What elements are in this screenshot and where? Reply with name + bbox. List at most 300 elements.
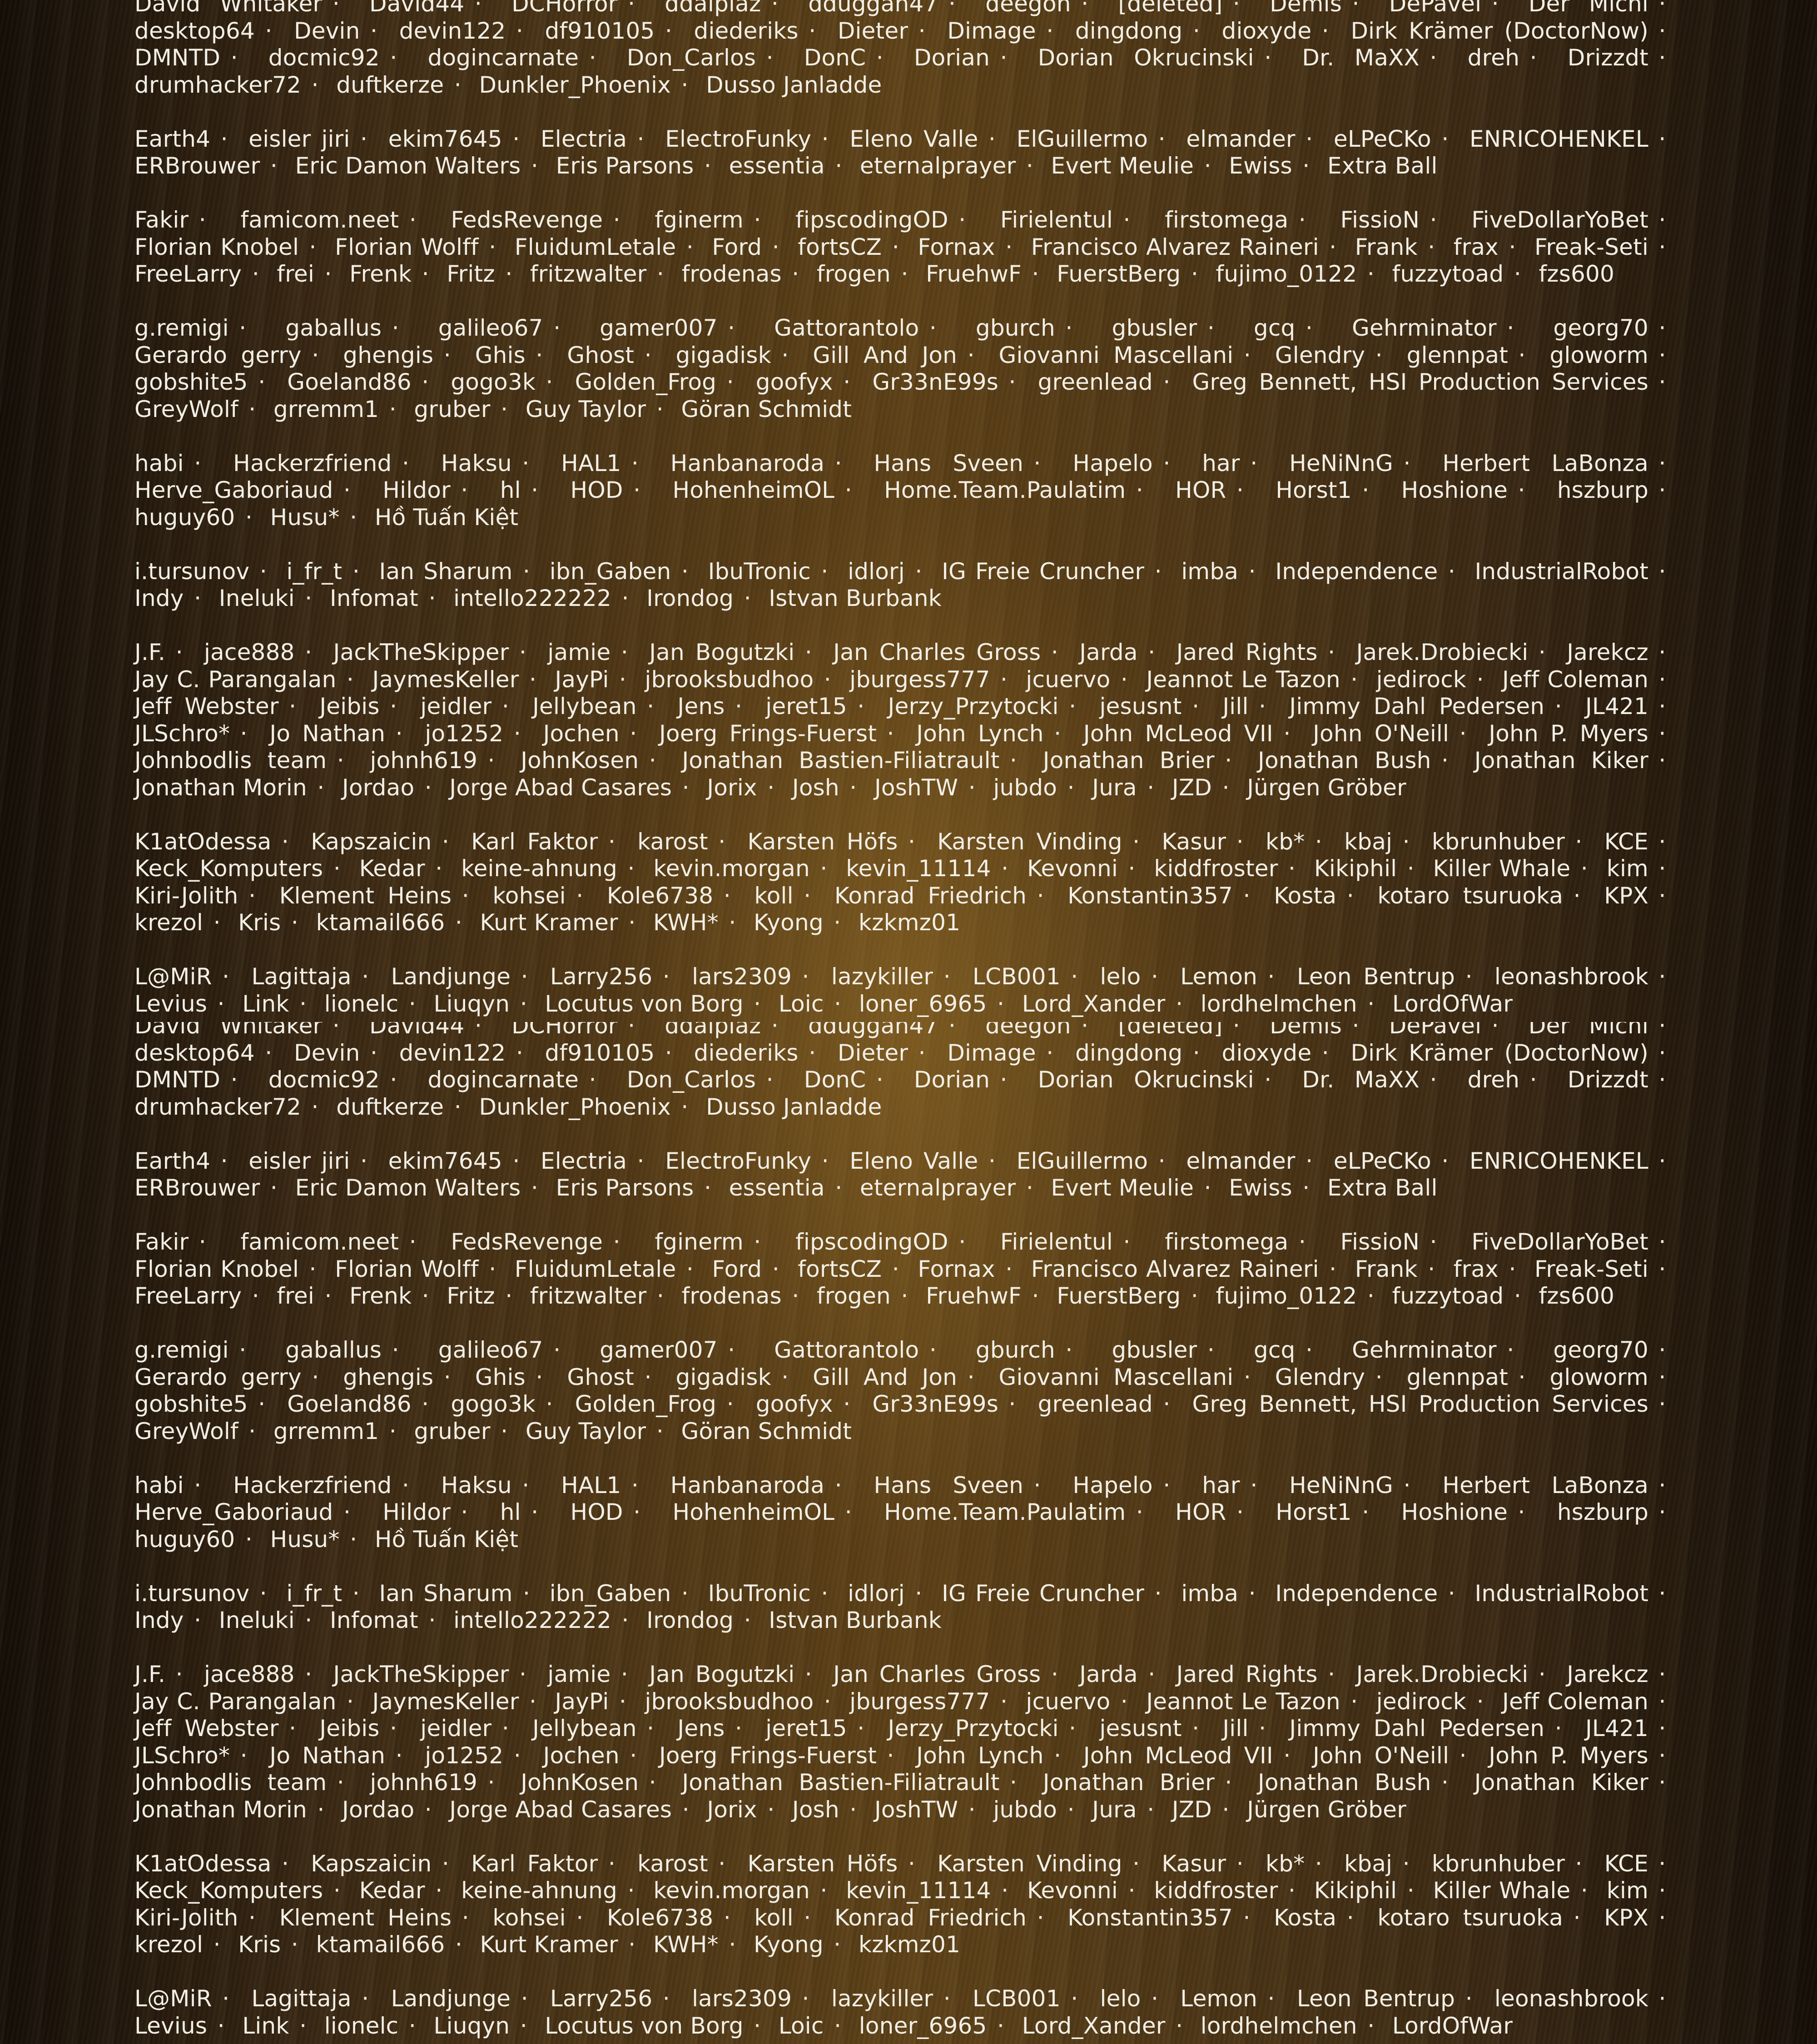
name-separator: · (212, 1985, 240, 2012)
name-separator: · (414, 774, 442, 801)
name-separator: · (506, 1040, 533, 1066)
name-separator: · (1570, 855, 1598, 882)
contributor-name: Locutus von Borg · (545, 2013, 771, 2039)
contributor-name: gbusler · (1112, 315, 1225, 341)
contributor-name: J.F. · (134, 639, 193, 665)
name-separator: · (1137, 1796, 1165, 1823)
name-separator: · (301, 72, 329, 98)
name-separator: · (495, 1283, 523, 1309)
contributor-name: David44 · (369, 0, 492, 17)
name-separator: · (882, 234, 909, 260)
name-separator: · (833, 369, 861, 395)
contributor-name: Eris Parsons · (556, 1175, 722, 1201)
name-separator: · (1023, 1472, 1051, 1498)
name-separator: · (511, 1985, 538, 2012)
name-separator: · (392, 1472, 419, 1498)
contributor-name: Keck_Komputers · (134, 855, 351, 882)
contributor-name: Gr33nE99s · (872, 1391, 1026, 1417)
contributor-name: DMNTD · (134, 1067, 248, 1093)
name-separator: · (230, 1742, 258, 1769)
contributor-name: JohnKosen · (521, 1769, 666, 1796)
contributor-name: Hackerzfriend · (233, 1472, 419, 1498)
contributor-name: jburgess777 · (849, 666, 1018, 693)
contributor-name: IbuTronic · (708, 558, 839, 585)
contributor-name: Jarek.Drobiecki · (1356, 1661, 1556, 1687)
contributor-name: jo1252 · (425, 1742, 531, 1769)
name-separator: · (229, 315, 257, 341)
contributor-name: Istvan Burbank (769, 1607, 942, 1633)
name-separator: · (1022, 1283, 1049, 1309)
name-separator: · (957, 342, 985, 368)
name-separator: · (811, 1580, 839, 1607)
contributor-name: Jill · (1222, 1715, 1276, 1741)
contributor-name: ERBrouwer · (134, 153, 288, 179)
contributor-name: huguy60 · (134, 1526, 263, 1553)
name-separator: · (503, 1742, 531, 1769)
contributor-name: ekim7645 · (388, 1148, 530, 1174)
name-separator: · (799, 1040, 826, 1066)
contributor-name: Drizzdt · (1568, 45, 1676, 71)
name-separator: · (1273, 720, 1301, 747)
name-separator: · (165, 1661, 193, 1687)
name-separator: · (652, 963, 680, 990)
contributor-name: Gerardo gerry · (134, 1364, 329, 1390)
name-separator: · (543, 315, 571, 341)
contributor-name: Konrad Friedrich · (834, 1905, 1054, 1931)
contributor-name: Leon Bentrup · (1297, 1985, 1483, 2012)
name-separator: · (611, 1607, 639, 1633)
contributor-name: Konstantin357 · (1067, 1905, 1261, 1931)
name-separator: · (762, 234, 789, 260)
contributor-name: Liuqyn · (434, 991, 538, 1017)
contributor-name: grremm1 · (273, 396, 407, 422)
name-separator: · (646, 1283, 674, 1309)
name-separator: · (598, 1851, 626, 1877)
name-separator: · (603, 1229, 630, 1255)
name-separator: · (203, 1931, 231, 1958)
name-separator: · (978, 126, 1006, 152)
name-separator: · (491, 693, 519, 719)
contributor-name: Joerg Frings-Fuerst · (659, 1742, 904, 1769)
contributor-name: Ewiss · (1229, 153, 1320, 179)
contributor-name: Lagittaja · (251, 1985, 379, 2012)
name-separator: · (1392, 829, 1420, 855)
contributor-name: jbrooksbudhoo · (645, 1688, 841, 1715)
contributor-name: Killer Whale · (1433, 855, 1599, 882)
name-separator: · (1122, 1851, 1150, 1877)
name-separator: · (639, 747, 666, 774)
contributor-name: Jura · (1092, 1796, 1165, 1823)
name-separator: · (1036, 18, 1064, 44)
name-separator: · (392, 450, 419, 476)
name-separator: · (877, 720, 904, 747)
contributor-name: Jared Rights · (1177, 639, 1345, 665)
contributor-name: Husu* · (270, 1526, 367, 1553)
name-separator: · (511, 963, 538, 990)
contributor-name: Jeannot Le Tazon · (1146, 1688, 1368, 1715)
contributor-name: David Whitaker · (134, 0, 350, 17)
contributor-name: huguy60 · (134, 504, 263, 531)
name-separator: · (248, 369, 276, 395)
name-separator: · (1254, 1067, 1282, 1093)
contributor-name: DCHorror · (511, 0, 645, 17)
name-separator: · (719, 909, 746, 936)
name-separator: · (620, 1742, 647, 1769)
contributor-name: Loic · (779, 2013, 852, 2039)
contributor-name: df910105 · (545, 1040, 683, 1066)
name-separator: · (1257, 1985, 1285, 2012)
name-separator: · (1137, 774, 1165, 801)
name-separator: · (1226, 829, 1254, 855)
contributor-name: Jordao · (342, 774, 442, 801)
contributor-name: DePavel · (1389, 1022, 1509, 1039)
name-separator: · (794, 639, 822, 665)
contributor-name: eLPeCKo · (1334, 126, 1459, 152)
contributor-name: John O'Neill · (1313, 720, 1477, 747)
contributor-name: JoshTW · (874, 774, 986, 801)
contributor-name: lelo · (1100, 1985, 1169, 2012)
contributor-name: Hồ Tuấn Kiệt (375, 1526, 518, 1553)
contributor-name: Joerg Frings-Fuerst · (659, 720, 904, 747)
name-separator: · (824, 991, 852, 1017)
contributor-name: Eris Parsons · (556, 153, 722, 179)
name-separator: · (1565, 1851, 1593, 1877)
name-separator: · (725, 693, 752, 719)
contributor-name: kzkmz01 (859, 1931, 960, 1958)
name-separator: · (618, 0, 645, 17)
name-separator: · (1648, 1851, 1676, 1877)
name-separator: · (1648, 369, 1676, 395)
contributor-name: loner_6965 · (859, 2013, 1015, 2039)
contributor-name: jedirock · (1376, 1688, 1494, 1715)
contributor-name: JLSchro* · (134, 1742, 258, 1769)
contributor-name: HOD · (571, 477, 651, 503)
contributor-name: lelo · (1100, 963, 1169, 990)
name-separator: · (464, 0, 492, 17)
contributor-name: ENRICOHENKEL · (1469, 1148, 1676, 1174)
contributor-name: John Lynch · (916, 720, 1071, 747)
name-separator: · (230, 720, 258, 747)
name-separator: · (1166, 2013, 1193, 2039)
contributor-name: gamer007 · (600, 315, 745, 341)
contributor-name: Jellybean · (532, 693, 665, 719)
name-separator: · (1044, 720, 1072, 747)
name-separator: · (526, 1364, 553, 1390)
name-separator: · (1497, 315, 1524, 341)
contributor-name: Dr. MaXX · (1302, 1067, 1447, 1093)
contributor-name: HOD · (571, 1499, 651, 1525)
contributor-name: intello222222 · (453, 585, 639, 611)
name-separator: · (782, 261, 809, 287)
name-separator: · (295, 1607, 323, 1633)
contributor-name: JL421 · (1585, 693, 1676, 719)
contributor-name: John P. Myers · (1489, 1742, 1676, 1769)
name-separator: · (672, 774, 700, 801)
contributor-name: HohenheimOL · (672, 477, 862, 503)
contributor-name: Earth4 · (134, 1148, 238, 1174)
name-separator: · (1212, 774, 1240, 801)
contributor-name: Devin · (294, 1040, 388, 1066)
name-separator: · (744, 207, 771, 233)
name-separator: · (1648, 315, 1676, 341)
contributor-name: kbaj · (1344, 829, 1420, 855)
contributor-name: Hildor · (382, 1499, 478, 1525)
contributor-name: dreh · (1468, 45, 1548, 71)
name-separator: · (1153, 369, 1181, 395)
name-separator: · (521, 1175, 548, 1201)
name-separator: · (322, 1022, 350, 1039)
contributor-name: Hoshione · (1401, 1499, 1536, 1525)
name-separator: · (995, 234, 1023, 260)
contributor-name: Hapelo · (1072, 450, 1181, 476)
contributor-name: gruber · (414, 1418, 518, 1444)
contributor-name: ekim7645 · (388, 126, 530, 152)
contributor-name: GreyWolf · (134, 1418, 266, 1444)
contributor-name: Goeland86 · (287, 369, 439, 395)
name-separator: · (1141, 1985, 1168, 2012)
contributor-name: jamie · (547, 1661, 638, 1687)
name-separator: · (794, 883, 821, 909)
name-separator: · (1295, 1337, 1323, 1363)
name-separator: · (445, 1931, 472, 1958)
name-separator: · (799, 18, 826, 44)
contributor-name: Gill And Jon · (813, 1364, 985, 1390)
name-separator: · (301, 1094, 329, 1120)
name-separator: · (1023, 450, 1051, 476)
contributor-name: HAL1 · (561, 450, 649, 476)
contributor-name: dogincarnate · (428, 1067, 607, 1093)
name-separator: · (249, 558, 277, 585)
contributor-name: Giovanni Mascellani · (999, 342, 1261, 368)
contributor-name: eLPeCKo · (1334, 1148, 1459, 1174)
name-separator: · (1194, 153, 1221, 179)
contributor-name: LordOfWar (1392, 991, 1513, 1017)
name-separator: · (1059, 693, 1087, 719)
name-separator: · (184, 1607, 212, 1633)
name-separator: · (1319, 1256, 1347, 1282)
contributor-name: fortsCZ · (798, 1256, 909, 1282)
contributor-name: Hans Sveen · (874, 1472, 1051, 1498)
name-separator: · (1648, 1877, 1676, 1904)
contributor-name: ElectroFunky · (665, 1148, 839, 1174)
name-separator: · (1481, 1022, 1509, 1039)
name-separator: · (295, 585, 323, 611)
name-separator: · (1420, 1229, 1447, 1255)
name-separator: · (279, 1715, 307, 1741)
name-separator: · (744, 991, 771, 1017)
contributor-name: jeret15 · (765, 1715, 875, 1741)
contributor-name: Drizzdt · (1568, 1067, 1676, 1093)
contributor-name: Kasur · (1162, 829, 1254, 855)
name-separator: · (207, 991, 235, 1017)
name-separator: · (898, 829, 925, 855)
contributor-name: keine-ahnung · (461, 1877, 645, 1904)
name-separator: · (1563, 1905, 1591, 1931)
contributor-name: Demis · (1270, 0, 1370, 17)
name-separator: · (1153, 1472, 1181, 1498)
contributor-name: kevin.morgan · (653, 855, 838, 882)
name-separator: · (1118, 1877, 1146, 1904)
contributor-name: L@MiR · (134, 963, 240, 990)
contributor-name: Florian Knobel · (134, 1256, 327, 1282)
name-separator: · (756, 45, 784, 71)
contributor-name: fzs600 (1539, 261, 1615, 287)
name-separator: · (1565, 829, 1593, 855)
name-separator: · (1340, 1688, 1368, 1715)
contributor-name: fujimo_0122 · (1216, 261, 1385, 287)
contributor-name: Horst1 · (1276, 1499, 1380, 1525)
name-separator: · (1648, 1022, 1676, 1039)
contributor-name: desktop64 · (134, 1040, 283, 1066)
name-separator: · (579, 1067, 606, 1093)
name-separator: · (1071, 0, 1099, 17)
name-separator: · (491, 1715, 519, 1741)
name-separator: · (1057, 774, 1085, 801)
name-separator: · (1431, 1148, 1459, 1174)
name-separator: · (1141, 963, 1168, 990)
name-separator: · (412, 1283, 439, 1309)
name-separator: · (621, 1472, 649, 1498)
name-separator: · (521, 477, 549, 503)
contributor-name: Liuqyn · (434, 2013, 538, 2039)
contributor-name: DePavel · (1389, 0, 1509, 17)
name-separator: · (1254, 45, 1282, 71)
contributor-name: Greg Bennett, HSI Production Services · (1192, 369, 1676, 395)
contributor-name: lordhelmchen · (1201, 991, 1385, 1017)
name-separator: · (1148, 126, 1176, 152)
name-separator: · (598, 829, 626, 855)
contributor-name: fipscodingOD · (795, 207, 976, 233)
name-separator: · (824, 1472, 852, 1498)
contributor-name: fzs600 (1539, 1283, 1615, 1309)
contributor-name: kevin.morgan · (653, 1877, 838, 1904)
name-separator: · (825, 153, 853, 179)
contributor-name: Kevonni · (1027, 1877, 1146, 1904)
contributor-name: jeret15 · (765, 693, 875, 719)
name-separator: · (342, 558, 370, 585)
name-separator: · (1110, 666, 1138, 693)
contributor-name: Jeff Webster · (134, 1715, 307, 1741)
name-separator: · (1036, 1040, 1064, 1066)
name-separator: · (771, 342, 799, 368)
name-separator: · (771, 1364, 799, 1390)
contributor-name: ElGuillermo · (1017, 126, 1176, 152)
contributor-name: Dorian · (914, 1067, 1018, 1093)
contributor-name: Devin · (294, 18, 388, 44)
contributor-name: lionelc · (324, 2013, 427, 2039)
name-separator: · (1061, 963, 1088, 990)
contributor-name: ibn_Gaben · (550, 1580, 699, 1607)
name-separator: · (337, 1688, 364, 1715)
contributor-name: imba · (1181, 558, 1266, 585)
name-separator: · (611, 1661, 638, 1687)
contributor-name: hszburp · (1557, 477, 1676, 503)
contributor-name: Istvan Burbank (769, 585, 942, 611)
contributor-name: dduggan47 · (808, 0, 966, 17)
contributor-name: Kris · (238, 909, 308, 936)
name-separator: · (302, 1364, 329, 1390)
name-separator: · (1648, 1499, 1676, 1525)
contributor-name: Herve_Gaboriaud · (134, 477, 361, 503)
name-separator: · (242, 261, 269, 287)
contributor-name: KCE · (1604, 1851, 1676, 1877)
contributor-name: JoshTW · (874, 1796, 986, 1823)
name-separator: · (839, 774, 867, 801)
name-separator: · (898, 1851, 925, 1877)
contributor-name: FuerstBerg · (1057, 261, 1208, 287)
name-separator: · (1352, 477, 1380, 503)
name-separator: · (526, 342, 553, 368)
contributor-name: deegon · (985, 0, 1099, 17)
contributor-name: Link · (242, 991, 317, 1017)
contributor-name: intello222222 · (453, 1607, 639, 1633)
contributor-name: John McLeod VII · (1083, 720, 1301, 747)
name-separator: · (1544, 693, 1572, 719)
name-separator: · (652, 1985, 680, 2012)
contributor-name: Kyong · (754, 909, 851, 936)
name-separator: · (734, 585, 761, 611)
name-separator: · (1181, 1283, 1208, 1309)
name-separator: · (811, 558, 839, 585)
name-separator: · (1357, 991, 1385, 1017)
contributor-name: kevin_11114 · (846, 1877, 1018, 1904)
name-separator: · (295, 1661, 323, 1687)
contributor-name: KCE · (1604, 829, 1676, 855)
contributor-name: Landjunge · (391, 1985, 539, 2012)
contributor-name: Ian Sharum · (379, 558, 541, 585)
name-separator: · (491, 1418, 518, 1444)
name-separator: · (521, 153, 548, 179)
name-separator: · (905, 558, 933, 585)
name-separator: · (1528, 639, 1556, 665)
contributor-name: Extra Ball (1327, 1175, 1438, 1201)
name-separator: · (866, 45, 894, 71)
contributor-name: GreyWolf · (134, 396, 266, 422)
name-separator: · (1648, 45, 1676, 71)
name-separator: · (1455, 1985, 1483, 2012)
contributor-name: gaballus · (285, 315, 409, 341)
name-separator: · (477, 1769, 505, 1796)
contributor-name: kohsei · (492, 1905, 593, 1931)
name-separator: · (512, 1472, 540, 1498)
contributor-name: elmander · (1186, 1148, 1323, 1174)
contributor-name: kim · (1607, 855, 1676, 882)
contributor-name: gobshite5 · (134, 1391, 276, 1417)
name-separator: · (933, 963, 961, 990)
contributor-name: FedsRevenge · (451, 207, 631, 233)
contributor-name: Firielentul · (1000, 207, 1141, 233)
name-separator: · (877, 1742, 904, 1769)
contributor-name: dingdong · (1075, 18, 1211, 44)
contributor-name: Gehrminator · (1352, 1337, 1524, 1363)
name-separator: · (1055, 315, 1083, 341)
name-separator: · (1519, 45, 1547, 71)
contributor-name: Dieter · (838, 18, 936, 44)
name-separator: · (1122, 829, 1150, 855)
contributor-name: ghengis · (343, 342, 461, 368)
contributor-name: hl · (500, 477, 549, 503)
name-separator: · (1648, 342, 1676, 368)
name-separator: · (708, 829, 736, 855)
name-separator: · (718, 1337, 745, 1363)
name-separator: · (1113, 1229, 1141, 1255)
name-separator: · (1648, 18, 1676, 44)
name-separator: · (1233, 1364, 1261, 1390)
contributor-name: IndustrialRobot · (1474, 1580, 1676, 1607)
contributor-name: ElectroFunky · (665, 126, 839, 152)
contributor-name: kevin_11114 · (846, 855, 1018, 882)
name-separator: · (1438, 558, 1465, 585)
